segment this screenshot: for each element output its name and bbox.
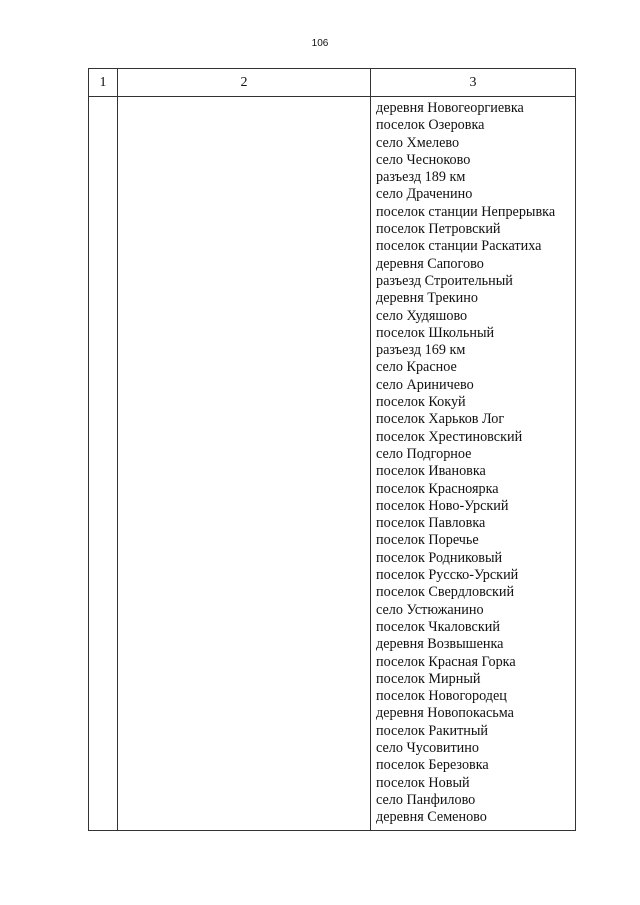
settlement-item: село Чесноково bbox=[376, 151, 471, 168]
settlement-item: поселок Ивановка bbox=[376, 463, 486, 480]
settlement-item: деревня Сапогово bbox=[376, 255, 484, 272]
settlement-item: поселок Кокуй bbox=[376, 394, 466, 411]
settlement-item: поселок Школьный bbox=[376, 324, 495, 341]
settlement-item: поселок Березовка bbox=[376, 757, 489, 774]
settlement-item: поселок станции Непрерывка bbox=[376, 203, 556, 220]
header-row bbox=[89, 69, 576, 97]
cell-col-1 bbox=[89, 97, 118, 831]
settlement-item: поселок Петровский bbox=[376, 221, 501, 238]
settlement-item: разъезд 169 км bbox=[376, 342, 466, 359]
settlement-item: разъезд 189 км bbox=[376, 169, 466, 186]
settlements-table bbox=[88, 68, 576, 831]
settlement-item: поселок Мирный bbox=[376, 670, 481, 687]
cell-col-2 bbox=[118, 97, 371, 831]
settlement-item: поселок Харьков Лог bbox=[376, 411, 505, 428]
settlement-item: село Устюжанино bbox=[376, 601, 484, 618]
header-col-3: 3 bbox=[371, 69, 576, 97]
settlement-item: поселок Красноярка bbox=[376, 480, 499, 497]
cell-col-3 bbox=[371, 97, 576, 831]
settlement-item: село Подгорное bbox=[376, 445, 472, 462]
table-header bbox=[89, 69, 576, 97]
settlement-item: разъезд Строительный bbox=[376, 272, 513, 289]
header-col-2: 2 bbox=[118, 69, 371, 97]
settlement-item: село Худяшово bbox=[376, 307, 468, 324]
settlement-item: село Панфилово bbox=[376, 791, 476, 808]
settlement-item: поселок Красная Горка bbox=[376, 653, 516, 670]
settlement-item: поселок Ново-Урский bbox=[376, 497, 509, 514]
settlement-item: поселок Новый bbox=[376, 774, 470, 791]
settlement-item: поселок Родниковый bbox=[376, 549, 503, 566]
settlement-item: поселок Ракитный bbox=[376, 722, 489, 739]
settlement-item: деревня Возвышенка bbox=[376, 636, 504, 653]
settlement-item: поселок Озеровка bbox=[376, 117, 485, 134]
settlement-item: поселок Русско-Урский bbox=[376, 567, 519, 584]
settlement-item: поселок Чкаловский bbox=[376, 618, 500, 635]
header-col-1: 1 bbox=[89, 69, 118, 97]
settlement-item: село Красное bbox=[376, 359, 457, 376]
settlement-item: поселок Поречье bbox=[376, 532, 479, 549]
settlement-item: село Хмелево bbox=[376, 134, 460, 151]
settlement-item: деревня Новогеоргиевка bbox=[376, 100, 524, 116]
table-row bbox=[89, 97, 576, 831]
table-body bbox=[89, 97, 576, 831]
settlement-item: поселок Свердловский bbox=[376, 584, 515, 601]
settlement-item: деревня Семеново bbox=[376, 809, 487, 826]
settlement-list bbox=[371, 97, 575, 826]
settlement-item: поселок Новогородец bbox=[376, 688, 507, 705]
page-number: 106 bbox=[311, 38, 329, 49]
settlement-item: поселок станции Раскатиха bbox=[376, 238, 542, 255]
settlement-item: село Чусовитино bbox=[376, 739, 479, 756]
settlement-item: поселок Хрестиновский bbox=[376, 428, 523, 445]
settlement-item: поселок Павловка bbox=[376, 515, 486, 532]
settlement-item: деревня Новопокасьма bbox=[376, 705, 514, 722]
settlement-item: село Ариничево bbox=[376, 376, 474, 393]
settlement-item: село Драченино bbox=[376, 186, 473, 203]
settlement-item: деревня Трекино bbox=[376, 290, 478, 307]
